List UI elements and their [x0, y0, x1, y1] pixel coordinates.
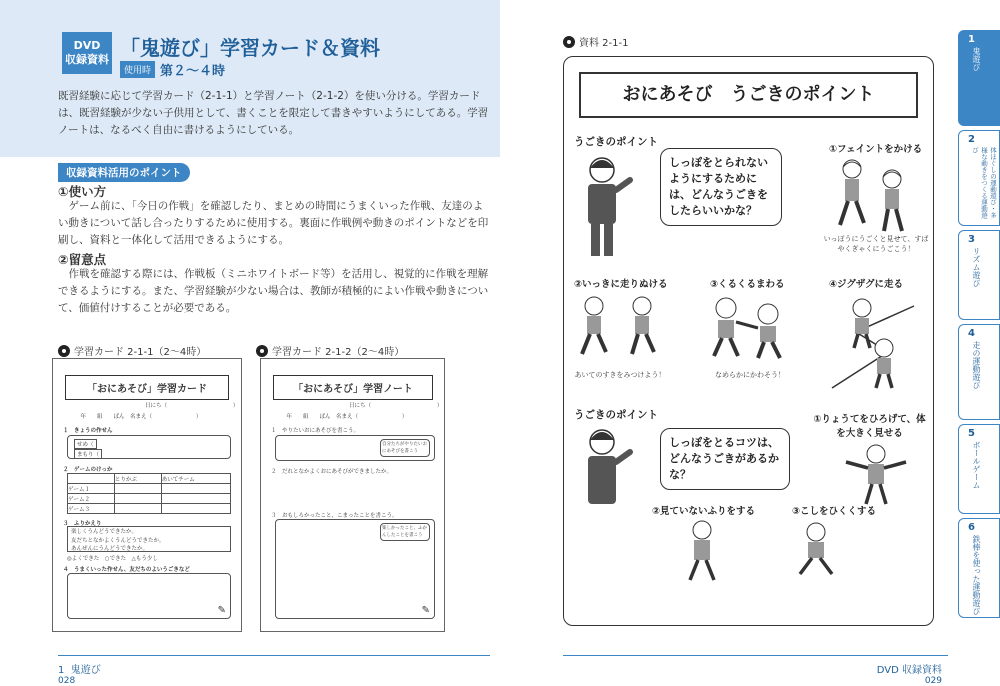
tab-label: ボールゲーム: [972, 441, 981, 489]
reflect-line: 友だちとなかよくうんどうできたか。: [71, 538, 165, 544]
tab-label: 鉄棒を使った運動遊び: [972, 535, 981, 615]
page-number-left: 028: [58, 676, 76, 686]
hint-spin: なめらかにかわそう！: [715, 371, 785, 379]
tab-label: リズム遊び: [972, 247, 981, 287]
card1-title: 「おにあそび」学習カード: [65, 375, 229, 400]
usage-tag: [120, 60, 225, 79]
teacher-illustration-1: [580, 150, 640, 260]
child-run-through-illustration: [570, 292, 670, 362]
page-title: 「鬼遊び」学習カード＆資料: [120, 36, 380, 60]
speech-bubble-2: しっぽをとるコツは、どんなうごきがあるかな？: [660, 428, 790, 490]
disc-icon: [256, 345, 268, 357]
tab-num: 4: [968, 328, 975, 339]
footer-material-label: DVD 収録資料: [876, 665, 942, 676]
material-caption-text: 資料 2-1-1: [579, 38, 629, 49]
learning-card-2-1-1: [52, 358, 242, 632]
child-crouch-illustration: [786, 518, 846, 584]
point-label-1: うごきのポイント: [574, 136, 658, 148]
tab-label: 鬼遊び: [972, 47, 981, 71]
child-zigzag-illustration: [826, 292, 922, 392]
table-row-label: ゲーム１: [68, 484, 115, 494]
table-row-label: ゲーム２: [68, 494, 115, 504]
card2-q1-box: [275, 435, 435, 461]
card1-reflect-box: [67, 526, 231, 552]
card2-name: 年 組 ばん 名まえ（ ）: [281, 414, 408, 420]
tab-chapter-6[interactable]: [958, 518, 1000, 618]
badge-line-1: DVD: [73, 39, 101, 52]
footer-left: [58, 661, 101, 686]
usage-tag-label: 使用時: [120, 61, 155, 78]
point-label-2: うごきのポイント: [574, 409, 658, 421]
child-feint-illustration: [832, 155, 918, 233]
action-1-1: ①フェイントをかける: [829, 144, 923, 155]
card1-result-table: [67, 473, 231, 514]
tab-chapter-5[interactable]: [958, 424, 1000, 514]
card1-name: 年 組 ばん 名まえ（ ）: [75, 414, 202, 420]
card2-date: 日にち（ ）: [349, 403, 443, 409]
material-caption: [563, 34, 628, 49]
tab-chapter-4[interactable]: [958, 324, 1000, 420]
card2-q2: ２ だれとなかよくおにあそびができましたか。: [271, 469, 393, 475]
card2-caption-text: 学習カード 2-1-2（2～4時）: [272, 347, 405, 358]
tab-chapter-1[interactable]: [958, 30, 1000, 126]
footer-rule-left: [58, 655, 490, 656]
action-2-2: ②見ていないふりをする: [652, 506, 756, 517]
card1-s1: １ きょうの作せん: [63, 428, 113, 434]
table-head-cell: とりかぶ: [114, 474, 161, 484]
intro-text: 既習経験に応じて学習カード（2-1-1）と学習ノート（2-1-2）を使い分ける。学習カードは、既習経験が少ない子供用として、書くことを限定して書きやすいようにしてある。学習ノートは、なるべく自由に書けるようにしている。: [58, 90, 489, 136]
hint-feint: いっぽうにうごくと見せて、すばやくぎゃくにうごこう！: [823, 235, 929, 253]
card2-q1: １ やりたいおにあそびを書こう。: [271, 428, 360, 434]
page-number-right: 029: [924, 676, 942, 686]
tab-num: 5: [968, 428, 975, 439]
tab-num: 1: [968, 34, 975, 45]
table-head-cell: [68, 474, 115, 484]
notes-text: 作戦を確認する際には、作戦板（ミニホワイトボード等）を活用し、視覚的に作戦を理解できるようにする。また、学習経験が少ない場合は、教師が積極的によい作戦や動きについて、価値付けすることが必要である。: [58, 268, 489, 314]
pencil-icon: ✎: [421, 605, 430, 616]
action-2-3: ③こしをひくくする: [792, 506, 877, 517]
reflect-line: あんぜんにうんどうできたか。: [71, 546, 149, 552]
pencil-icon: ✎: [217, 605, 226, 616]
usage-tag-value: 第２～４時: [160, 64, 226, 79]
usage-text: ゲーム前に、「今日の作戦」を確認したり、まとめの時間にうまくいった作戦、友達のよい動きについて話し合ったりするために使用する。裏面に作戦例や動きのポイントなどを印刷し、資料と一体化して活用できるようにする。: [58, 200, 489, 246]
section-label: 収録資料活用のポイント: [58, 163, 190, 182]
learning-note-2-1-2: [260, 358, 445, 632]
table-head-cell: あいてチーム: [161, 474, 230, 484]
action-1-4: ④ジグザグに走る: [829, 279, 903, 290]
card1-plan-attack: せめ（: [74, 439, 97, 449]
action-2-1: ①りょうてをひろげて、体を大きく見せる: [813, 414, 926, 439]
card2-caption: [256, 343, 404, 358]
card1-legend: ◎よくできた ○できた △もう少し: [67, 556, 158, 562]
disc-icon: [58, 345, 70, 357]
card1-s2: ２ ゲームのけっか: [63, 467, 113, 473]
tab-chapter-2[interactable]: [958, 130, 1000, 226]
child-spin-illustration: [700, 292, 800, 362]
action-1-3: ③くるくるまわる: [710, 279, 785, 290]
disc-icon: [563, 36, 575, 48]
hint-run-through: あいてのすきをみつけよう！: [574, 371, 666, 379]
dvd-badge: [62, 32, 112, 74]
card1-notes-box: [67, 573, 231, 619]
tab-num: 6: [968, 522, 975, 533]
tab-label: 体ほぐしの運動遊び・多様な動きをつくる運動遊び: [971, 147, 997, 219]
card1-caption-text: 学習カード 2-1-1（2～4時）: [74, 347, 207, 358]
table-row-label: ゲーム３: [68, 504, 115, 514]
teacher-illustration-2: [580, 424, 640, 506]
heading-notes: ②留意点: [58, 252, 107, 267]
child-arms-wide-illustration: [840, 442, 912, 506]
card2-q3-note: 楽しかったこと、ふかんしたことを書こう: [380, 523, 430, 541]
material-title: おにあそび うごきのポイント: [579, 72, 918, 118]
reflect-line: 楽しくうんどうできたか。: [71, 529, 138, 535]
footer-rule-right: [563, 655, 948, 656]
footer-chapter-num: 1: [58, 665, 65, 676]
card1-plan-box: [67, 435, 231, 459]
action-1-2: ②いっきに走りぬける: [574, 279, 668, 290]
footer-right: [877, 661, 942, 686]
tab-label: 走の運動遊び: [972, 341, 981, 389]
tab-num: 2: [968, 134, 975, 145]
card1-caption: [58, 343, 206, 358]
child-pretend-illustration: [672, 518, 732, 584]
badge-line-2: 収録資料: [65, 53, 109, 66]
card1-s3: ３ ふりかえり: [63, 521, 102, 527]
footer-chapter-label: 鬼遊び: [70, 665, 101, 676]
speech-bubble-1: しっぽをとられないようにするためには、どんなうごきをしたらいいかな？: [660, 148, 782, 226]
card2-q1-note: 自分たちがやりたいおにあそびを書こう: [380, 439, 430, 457]
card1-date: 日にち（ ）: [145, 403, 239, 409]
tab-num: 3: [968, 234, 975, 245]
tab-chapter-3[interactable]: [958, 230, 1000, 320]
card2-title: 「おにあそび」学習ノート: [273, 375, 433, 400]
card1-plan-defend: まもり（: [74, 449, 102, 459]
card2-q3-box: [275, 519, 435, 619]
card1-s4: ４ うまくいった作せん、友だちのよいうごきなど: [63, 567, 190, 573]
heading-usage: ①使い方: [58, 184, 107, 199]
card2-q3: ３ おもしろかったこと、こまったことを書こう。: [271, 513, 398, 519]
